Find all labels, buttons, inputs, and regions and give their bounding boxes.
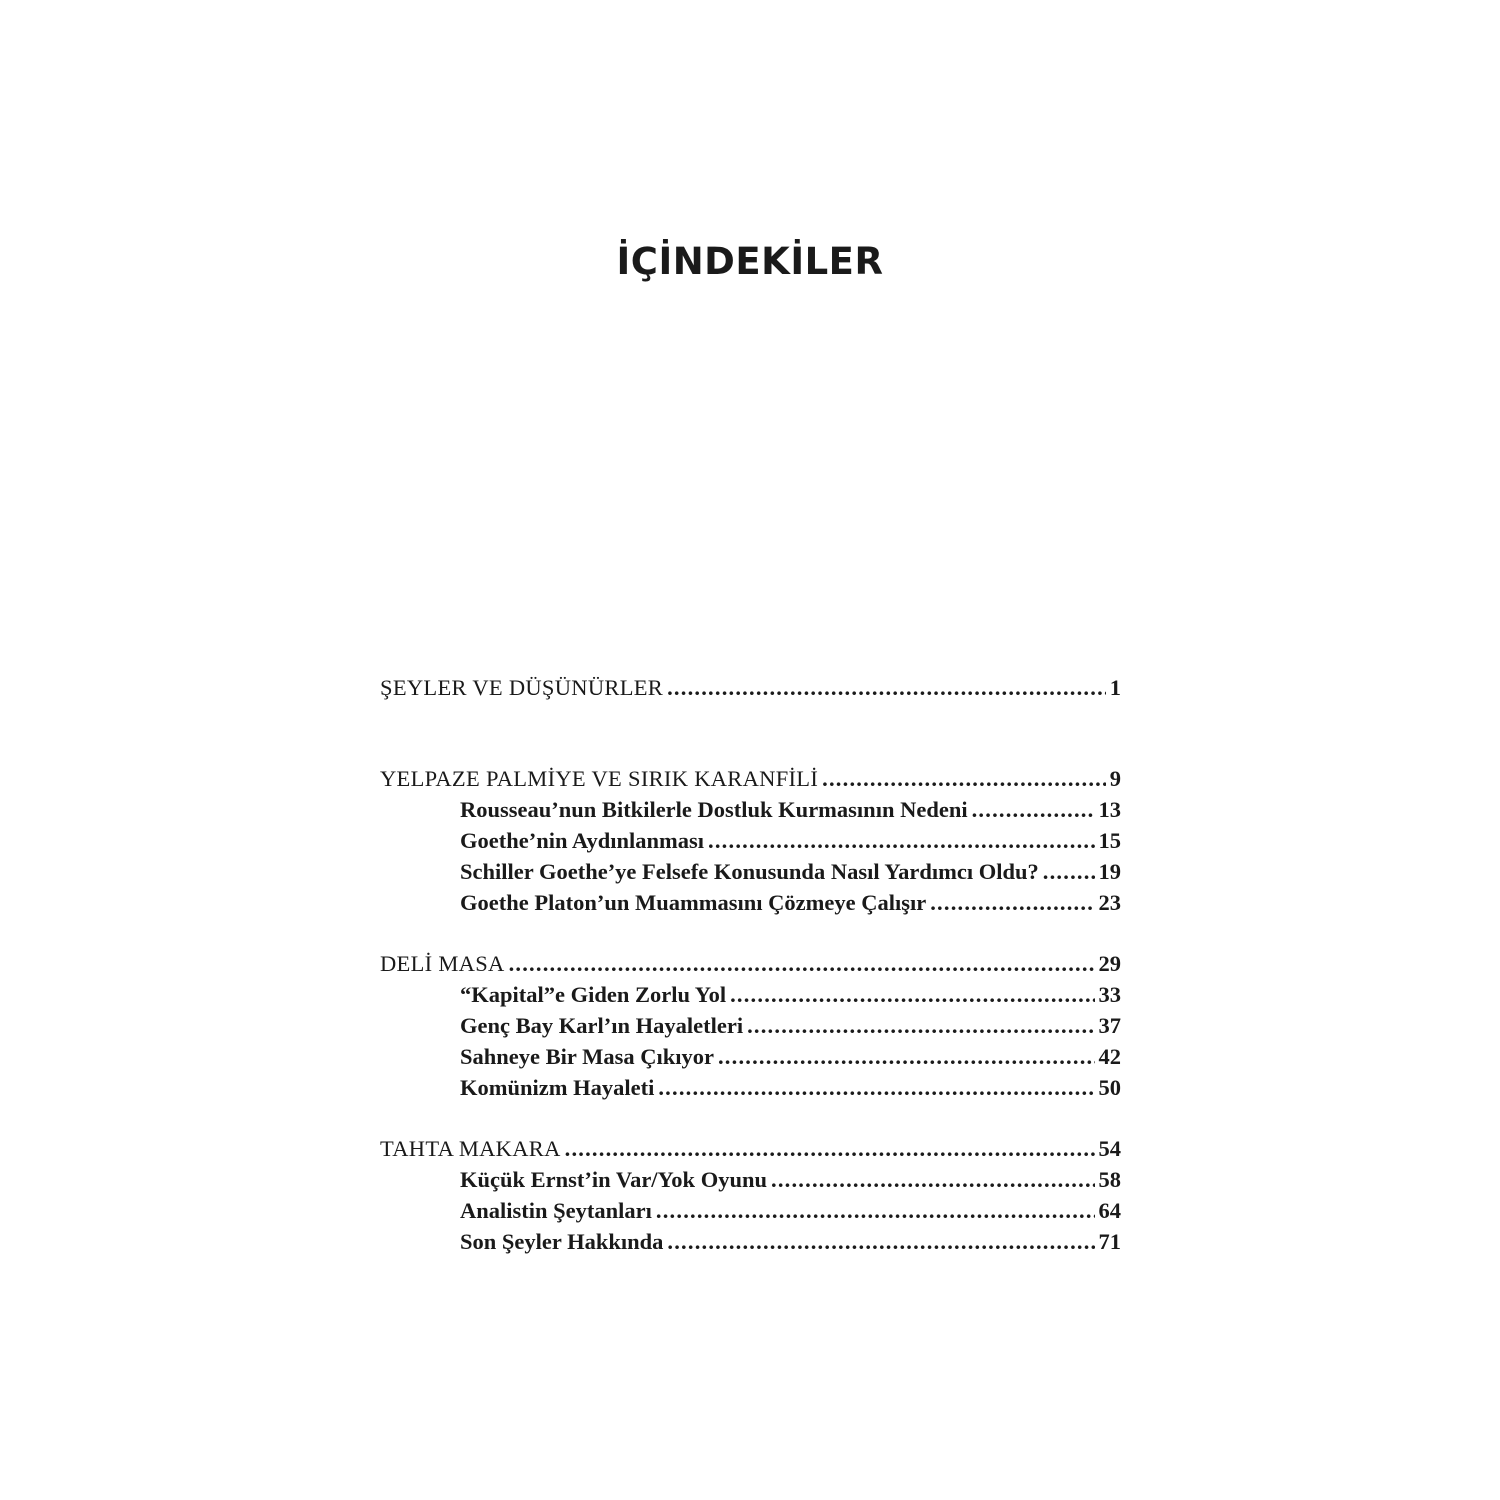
toc-leader-dots <box>667 1226 1094 1257</box>
page-title: İÇİNDEKİLER <box>616 240 884 283</box>
toc-section-1 <box>380 672 1121 703</box>
toc-page-number: 37 <box>1098 1013 1121 1038</box>
toc-leader-dots <box>930 887 1094 918</box>
toc-subsection-row <box>380 979 1121 1010</box>
toc-leader-dots <box>658 1072 1094 1103</box>
toc-chapter-title: DELİ MASA <box>380 951 505 976</box>
toc-subsection-title: Goethe Platon’un Muammasını Çözmeye Çalışır <box>460 890 927 915</box>
toc-subsection-row <box>380 887 1121 918</box>
toc-leader-dots <box>565 1133 1095 1164</box>
toc-chapter-title: ŞEYLER VE DÜŞÜNÜRLER <box>380 675 664 700</box>
section-spacer <box>380 918 1121 948</box>
toc-subsection-row <box>380 1226 1121 1257</box>
section-spacer <box>380 1103 1121 1133</box>
toc-subsection-row <box>380 1164 1121 1195</box>
toc-page-number: 42 <box>1098 1044 1121 1069</box>
toc-chapter-row <box>380 948 1121 979</box>
toc-leader-dots <box>730 979 1094 1010</box>
toc-page-number: 58 <box>1098 1167 1121 1192</box>
toc-page-number: 23 <box>1098 890 1121 915</box>
toc-subsection-row <box>380 1010 1121 1041</box>
toc-leader-dots <box>656 1195 1095 1226</box>
toc-page-number: 54 <box>1098 1136 1121 1161</box>
toc-leader-dots <box>771 1164 1095 1195</box>
toc-subsection-row <box>380 1195 1121 1226</box>
toc-chapter-title: TAHTA MAKARA <box>380 1136 561 1161</box>
toc-chapter-row <box>380 672 1121 703</box>
toc-page-number: 15 <box>1098 828 1121 853</box>
table-of-contents <box>380 672 1121 1257</box>
toc-leader-dots <box>1043 856 1095 887</box>
toc-leader-dots <box>972 794 1095 825</box>
toc-subsection-title: Goethe’nin Aydınlanması <box>460 828 705 853</box>
toc-section-4 <box>380 1133 1121 1257</box>
toc-subsection-title: “Kapital”e Giden Zorlu Yol <box>460 982 727 1007</box>
toc-subsection-title: Sahneye Bir Masa Çıkıyor <box>460 1044 714 1069</box>
toc-page-number: 50 <box>1098 1075 1121 1100</box>
toc-subsection-row <box>380 1072 1121 1103</box>
toc-subsection-row <box>380 856 1121 887</box>
toc-subsection-title: Schiller Goethe’ye Felsefe Konusunda Nasıl Yardımcı Oldu? <box>460 859 1039 884</box>
toc-leader-dots <box>747 1010 1094 1041</box>
toc-page-number: 33 <box>1098 982 1121 1007</box>
toc-chapter-row <box>380 1133 1121 1164</box>
toc-leader-dots <box>667 672 1106 703</box>
toc-section-2 <box>380 763 1121 918</box>
toc-page-number: 19 <box>1098 859 1121 884</box>
toc-chapter-row <box>380 763 1121 794</box>
toc-page-number: 71 <box>1098 1229 1121 1254</box>
toc-leader-dots <box>708 825 1094 856</box>
toc-subsection-title: Küçük Ernst’in Var/Yok Oyunu <box>460 1167 767 1192</box>
toc-section-3 <box>380 948 1121 1103</box>
toc-subsection-row <box>380 794 1121 825</box>
section-spacer <box>380 703 1121 763</box>
toc-page-number: 13 <box>1098 797 1121 822</box>
toc-leader-dots <box>718 1041 1095 1072</box>
toc-chapter-title: YELPAZE PALMİYE VE SIRIK KARANFİLİ <box>380 766 819 791</box>
toc-subsection-row <box>380 825 1121 856</box>
toc-page-number: 29 <box>1098 951 1121 976</box>
toc-subsection-title: Genç Bay Karl’ın Hayaletleri <box>460 1013 744 1038</box>
toc-page-number: 9 <box>1109 766 1121 791</box>
toc-subsection-row <box>380 1041 1121 1072</box>
toc-subsection-title: Analistin Şeytanları <box>460 1198 652 1223</box>
toc-page-number: 1 <box>1109 675 1121 700</box>
toc-page-number: 64 <box>1098 1198 1121 1223</box>
toc-subsection-title: Komünizm Hayaleti <box>460 1075 655 1100</box>
toc-subsection-title: Rousseau’nun Bitkilerle Dostluk Kurmasının Nedeni <box>460 797 968 822</box>
toc-subsection-title: Son Şeyler Hakkında <box>460 1229 664 1254</box>
toc-leader-dots <box>509 948 1095 979</box>
toc-leader-dots <box>822 763 1106 794</box>
